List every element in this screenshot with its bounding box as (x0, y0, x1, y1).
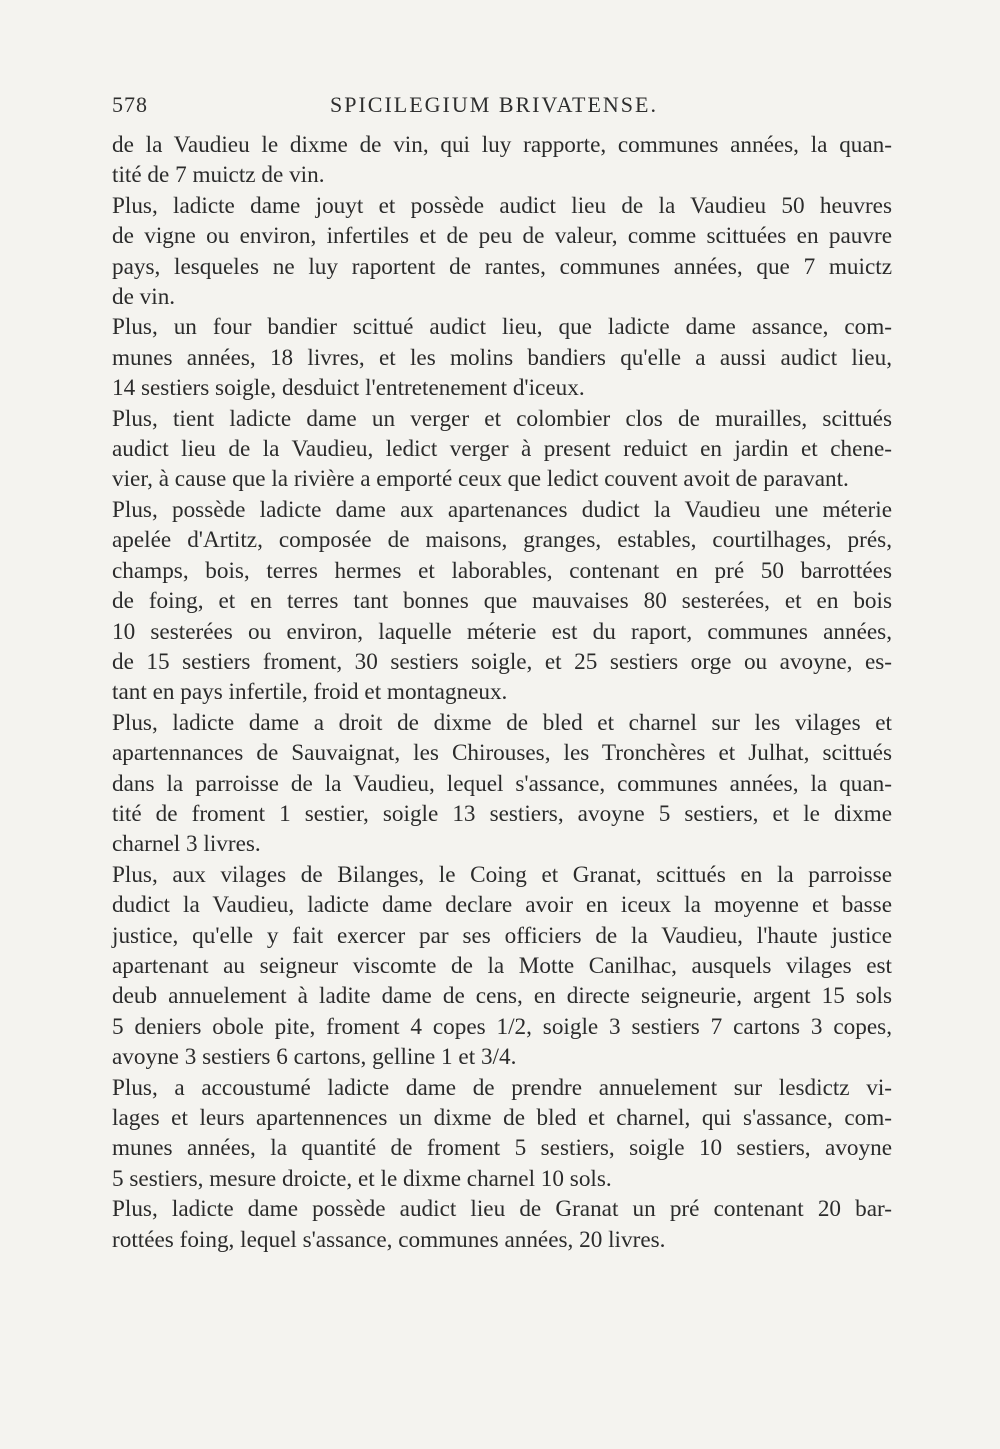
text-line: munes années, la quantité de froment 5 sestiers, soigle 10 sestiers, avoyne (112, 1135, 892, 1162)
text-line: Plus, tient ladicte dame un verger et colombier clos de murailles, scittués (112, 405, 892, 432)
text-line: tité de 7 muictz de vin. (112, 162, 325, 189)
running-title: SPICILEGIUM BRIVATENSE. (330, 92, 658, 117)
text-line: Plus, ladicte dame possède audict lieu de Granat un pré contenant 20 bar- (112, 1196, 892, 1223)
text-line: justice, qu'elle y fait exercer par ses officiers de la Vaudieu, l'haute justice (112, 922, 892, 949)
paragraph (112, 130, 892, 191)
text-line: Plus, a accoustumé ladicte dame de prendre annuelement sur lesdictz vi- (112, 1074, 892, 1101)
text-line: Plus, possède ladicte dame aux apartenances dudict la Vaudieu une méterie (112, 496, 892, 523)
text-line: rottées foing, lequel s'assance, communes années, 20 livres. (112, 1226, 666, 1253)
text-line: 14 sestiers soigle, desduict l'entretenement d'iceux. (112, 375, 585, 402)
text-line: Plus, ladicte dame a droit de dixme de bled et charnel sur les vilages et (112, 709, 892, 736)
text-line: 10 sesterées ou environ, laquelle méterie est du raport, communes années, (112, 618, 892, 645)
text-line: charnel 3 livres. (112, 831, 261, 858)
text-line: vier, à cause que la rivière a emporté ceux que ledict couvent avoit de paravant. (112, 466, 849, 493)
text-line: dans la parroisse de la Vaudieu, lequel s'assance, communes années, la quan- (112, 770, 892, 797)
paragraph (112, 1073, 892, 1195)
text-line: champs, bois, terres hermes et laborables, contenant en pré 50 barrottées (112, 557, 892, 584)
text-line: Plus, aux vilages de Bilanges, le Coing et Granat, scittués en la parroisse (112, 861, 892, 888)
text-line: Plus, ladicte dame jouyt et possède audict lieu de la Vaudieu 50 heuvres (112, 192, 892, 219)
body-text (112, 130, 892, 1255)
text-line: apartenant au seigneur viscomte de la Motte Canilhac, ausquels vilages est (112, 952, 892, 979)
paragraph (112, 191, 892, 313)
text-line: de foing, et en terres tant bonnes que mauvaises 80 sesterées, et en bois (112, 588, 892, 615)
paragraph (112, 1194, 892, 1255)
page-number: 578 (112, 92, 148, 117)
paragraph (112, 495, 892, 708)
text-line: pays, lesqueles ne luy raportent de rantes, communes années, que 7 muictz (112, 253, 892, 280)
page-header (112, 92, 892, 126)
text-line: de 15 sestiers froment, 30 sestiers soigle, et 25 sestiers orge ou avoyne, es- (112, 648, 892, 675)
text-line: apelée d'Artitz, composée de maisons, granges, estables, courtilhages, prés, (112, 527, 892, 554)
text-line: de vin. (112, 284, 176, 311)
text-line: 5 deniers obole pite, froment 4 copes 1/2, soigle 3 sestiers 7 cartons 3 copes, (112, 1013, 892, 1040)
text-line: avoyne 3 sestiers 6 cartons, gelline 1 et 3/4. (112, 1044, 517, 1071)
text-line: dudict la Vaudieu, ladicte dame declare avoir en iceux la moyenne et basse (112, 892, 892, 919)
text-line: Plus, un four bandier scittué audict lieu, que ladicte dame assance, com- (112, 314, 892, 341)
text-line: lages et leurs apartennences un dixme de bled et charnel, qui s'assance, com- (112, 1105, 892, 1131)
text-line: de la Vaudieu le dixme de vin, qui luy rapporte, communes années, la quan- (112, 132, 892, 158)
paragraph (112, 860, 892, 1073)
text-line: munes années, 18 livres, et les molins bandiers qu'elle a aussi audict lieu, (112, 344, 892, 371)
text-line: tant en pays infertile, froid et montagneux. (112, 679, 508, 706)
paragraph (112, 312, 892, 403)
text-line: deub annuelement à ladite dame de cens, en directe seigneurie, argent 15 sols (112, 983, 892, 1010)
paragraph (112, 708, 892, 860)
text-line: de vigne ou environ, infertiles et de peu de valeur, comme scittuées en pauvre (112, 223, 892, 250)
text-line: tité de froment 1 sestier, soigle 13 sestiers, avoyne 5 sestiers, et le dixme (112, 800, 892, 827)
text-line: 5 sestiers, mesure droicte, et le dixme charnel 10 sols. (112, 1165, 612, 1192)
text-line: apartennances de Sauvaignat, les Chirouses, les Tronchères et Julhat, scittués (112, 740, 892, 767)
paragraph (112, 404, 892, 495)
text-line: audict lieu de la Vaudieu, ledict verger à present reduict en jardin et chene- (112, 436, 892, 463)
